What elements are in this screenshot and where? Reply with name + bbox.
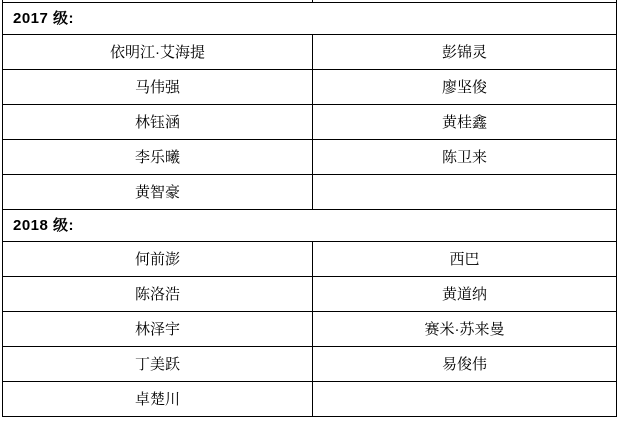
student-name-cell: 赛米·苏来曼: [313, 312, 617, 347]
student-name-cell: [313, 382, 617, 417]
student-name-cell: 黄桂鑫: [313, 105, 617, 140]
student-row: [3, 382, 617, 417]
student-name-cell: [313, 175, 617, 210]
student-row: [3, 242, 617, 277]
student-name-cell: 黄智豪: [3, 175, 313, 210]
student-name-cell: 廖坚俊: [313, 70, 617, 105]
grade-header-label: 2018 级:: [3, 210, 617, 242]
student-name-cell: 陈洛浩: [3, 277, 313, 312]
student-roster-table: [2, 0, 617, 417]
student-row: [3, 347, 617, 382]
student-name-cell: 林钰涵: [3, 105, 313, 140]
student-name-cell: 西巴: [313, 242, 617, 277]
student-name-cell: 陈卫来: [313, 140, 617, 175]
student-name-cell: 易俊伟: [313, 347, 617, 382]
student-row: [3, 277, 617, 312]
student-row: [3, 312, 617, 347]
student-name-cell: 黄道纳: [313, 277, 617, 312]
student-name-cell: 彭锦灵: [313, 35, 617, 70]
student-name-cell: 马伟强: [3, 70, 313, 105]
student-row: [3, 175, 617, 210]
student-row: [3, 105, 617, 140]
grade-header-row: [3, 3, 617, 35]
student-name-cell: 林泽宇: [3, 312, 313, 347]
student-name-cell: 何前澎: [3, 242, 313, 277]
student-name-cell: 卓楚川: [3, 382, 313, 417]
grade-header-row: [3, 210, 617, 242]
student-name-cell: 依明江·艾海提: [3, 35, 313, 70]
student-row: [3, 70, 617, 105]
student-name-cell: 丁美跃: [3, 347, 313, 382]
grade-header-label: 2017 级:: [3, 3, 617, 35]
student-row: [3, 140, 617, 175]
student-row: [3, 35, 617, 70]
student-name-cell: 李乐曦: [3, 140, 313, 175]
roster-body: [3, 0, 617, 417]
